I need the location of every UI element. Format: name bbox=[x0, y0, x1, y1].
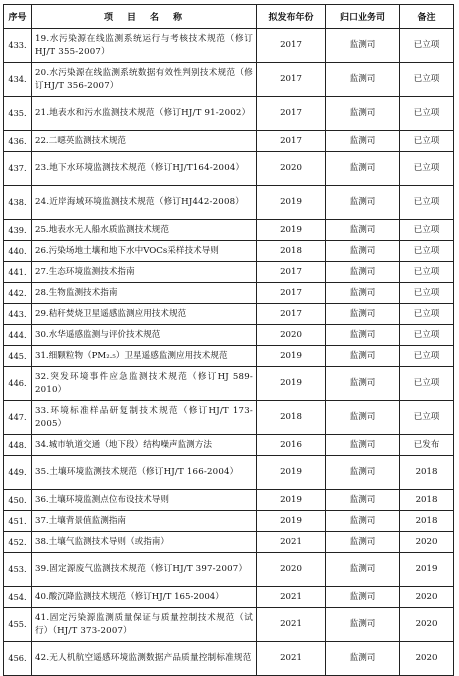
table-row bbox=[4, 325, 454, 346]
document-page bbox=[3, 4, 454, 676]
remark-cell: 2018 bbox=[400, 456, 454, 490]
project-name-cell: 39.固定源废气监测技术规范（修订HJ/T 397-2007） bbox=[32, 553, 257, 587]
department-cell: 监测司 bbox=[326, 490, 400, 511]
remark-cell: 已立项 bbox=[400, 325, 454, 346]
release-year-cell: 2019 bbox=[257, 186, 326, 220]
row-number-cell: 452. bbox=[4, 532, 32, 553]
project-name-cell: 34.城市轨道交通（地下段）结构噪声监测方法 bbox=[32, 435, 257, 456]
table-row bbox=[4, 587, 454, 608]
row-number-cell: 446. bbox=[4, 367, 32, 401]
release-year-cell: 2021 bbox=[257, 587, 326, 608]
remark-cell: 已立项 bbox=[400, 346, 454, 367]
remark-cell: 已立项 bbox=[400, 131, 454, 152]
department-cell: 监测司 bbox=[326, 262, 400, 283]
department-cell: 监测司 bbox=[326, 131, 400, 152]
row-number-cell: 438. bbox=[4, 186, 32, 220]
project-name-cell: 20.水污染源在线监测系统数据有效性判别技术规范（修订HJ/T 356-2007） bbox=[32, 63, 257, 97]
department-cell: 监测司 bbox=[326, 63, 400, 97]
project-name-cell: 36.土壤环境监测点位布设技术导则 bbox=[32, 490, 257, 511]
project-name-cell: 22.二噁英监测技术规范 bbox=[32, 131, 257, 152]
row-number-cell: 449. bbox=[4, 456, 32, 490]
remark-cell: 已立项 bbox=[400, 152, 454, 186]
row-number-cell: 453. bbox=[4, 553, 32, 587]
row-number-cell: 450. bbox=[4, 490, 32, 511]
release-year-cell: 2017 bbox=[257, 63, 326, 97]
remark-cell: 已发布 bbox=[400, 435, 454, 456]
header-no: 序号 bbox=[4, 5, 32, 29]
table-row bbox=[4, 401, 454, 435]
project-name-cell: 42.无人机航空遥感环境监测数据产品质量控制标准规范 bbox=[32, 642, 257, 676]
department-cell: 监测司 bbox=[326, 456, 400, 490]
remark-cell: 已立项 bbox=[400, 283, 454, 304]
project-name-cell: 33.环境标准样品研复制技术规范（修订HJ/T 173-2005） bbox=[32, 401, 257, 435]
project-name-cell: 21.地表水和污水监测技术规范（修订HJ/T 91-2002） bbox=[32, 97, 257, 131]
table-row bbox=[4, 490, 454, 511]
release-year-cell: 2019 bbox=[257, 367, 326, 401]
table-row bbox=[4, 511, 454, 532]
table-row bbox=[4, 532, 454, 553]
remark-cell: 已立项 bbox=[400, 262, 454, 283]
department-cell: 监测司 bbox=[326, 29, 400, 63]
remark-cell: 已立项 bbox=[400, 63, 454, 97]
department-cell: 监测司 bbox=[326, 587, 400, 608]
department-cell: 监测司 bbox=[326, 241, 400, 262]
table-row bbox=[4, 97, 454, 131]
header-year: 拟发布年份 bbox=[257, 5, 326, 29]
remark-cell: 2020 bbox=[400, 642, 454, 676]
row-number-cell: 434. bbox=[4, 63, 32, 97]
table-row bbox=[4, 608, 454, 642]
department-cell: 监测司 bbox=[326, 325, 400, 346]
row-number-cell: 433. bbox=[4, 29, 32, 63]
department-cell: 监测司 bbox=[326, 642, 400, 676]
remark-cell: 2020 bbox=[400, 608, 454, 642]
table-row bbox=[4, 29, 454, 63]
remark-cell: 2018 bbox=[400, 490, 454, 511]
table-row bbox=[4, 186, 454, 220]
header-row bbox=[4, 5, 454, 29]
project-name-cell: 24.近岸海域环境监测技术规范（修订HJ442-2008） bbox=[32, 186, 257, 220]
standards-table bbox=[3, 4, 454, 676]
row-number-cell: 437. bbox=[4, 152, 32, 186]
remark-cell: 2020 bbox=[400, 532, 454, 553]
department-cell: 监测司 bbox=[326, 283, 400, 304]
project-name-cell: 29.秸秆焚烧卫星遥感监测应用技术规范 bbox=[32, 304, 257, 325]
project-name-cell: 27.生态环境监测技术指南 bbox=[32, 262, 257, 283]
release-year-cell: 2018 bbox=[257, 241, 326, 262]
remark-cell: 已立项 bbox=[400, 304, 454, 325]
table-row bbox=[4, 553, 454, 587]
project-name-cell: 28.生物监测技术指南 bbox=[32, 283, 257, 304]
remark-cell: 已立项 bbox=[400, 241, 454, 262]
release-year-cell: 2019 bbox=[257, 220, 326, 241]
project-name-cell: 40.酸沉降监测技术规范（修订HJ/T 165-2004） bbox=[32, 587, 257, 608]
release-year-cell: 2021 bbox=[257, 532, 326, 553]
table-row bbox=[4, 63, 454, 97]
header-note: 备注 bbox=[400, 5, 454, 29]
header-dept: 归口业务司 bbox=[326, 5, 400, 29]
release-year-cell: 2017 bbox=[257, 304, 326, 325]
table-row bbox=[4, 262, 454, 283]
project-name-cell: 19.水污染源在线监测系统运行与考核技术规范（修订HJ/T 355-2007） bbox=[32, 29, 257, 63]
remark-cell: 已立项 bbox=[400, 401, 454, 435]
project-name-cell: 35.土壤环境监测技术规范（修订HJ/T 166-2004） bbox=[32, 456, 257, 490]
release-year-cell: 2021 bbox=[257, 642, 326, 676]
remark-cell: 已立项 bbox=[400, 220, 454, 241]
remark-cell: 已立项 bbox=[400, 367, 454, 401]
project-name-cell: 25.地表水无人船水质监测技术规范 bbox=[32, 220, 257, 241]
release-year-cell: 2017 bbox=[257, 29, 326, 63]
release-year-cell: 2018 bbox=[257, 401, 326, 435]
release-year-cell: 2017 bbox=[257, 283, 326, 304]
remark-cell: 已立项 bbox=[400, 29, 454, 63]
department-cell: 监测司 bbox=[326, 532, 400, 553]
project-name-cell: 26.污染场地土壤和地下水中VOCs采样技术导则 bbox=[32, 241, 257, 262]
row-number-cell: 440. bbox=[4, 241, 32, 262]
row-number-cell: 447. bbox=[4, 401, 32, 435]
release-year-cell: 2020 bbox=[257, 152, 326, 186]
row-number-cell: 444. bbox=[4, 325, 32, 346]
department-cell: 监测司 bbox=[326, 186, 400, 220]
row-number-cell: 454. bbox=[4, 587, 32, 608]
row-number-cell: 455. bbox=[4, 608, 32, 642]
table-row bbox=[4, 283, 454, 304]
remark-cell: 2018 bbox=[400, 511, 454, 532]
row-number-cell: 456. bbox=[4, 642, 32, 676]
table-row bbox=[4, 241, 454, 262]
project-name-cell: 37.土壤背景值监测指南 bbox=[32, 511, 257, 532]
department-cell: 监测司 bbox=[326, 97, 400, 131]
table-row bbox=[4, 152, 454, 186]
department-cell: 监测司 bbox=[326, 435, 400, 456]
header-name: 项目名称 bbox=[32, 5, 257, 29]
row-number-cell: 439. bbox=[4, 220, 32, 241]
release-year-cell: 2020 bbox=[257, 325, 326, 346]
department-cell: 监测司 bbox=[326, 304, 400, 325]
row-number-cell: 442. bbox=[4, 283, 32, 304]
row-number-cell: 441. bbox=[4, 262, 32, 283]
table-row bbox=[4, 367, 454, 401]
project-name-cell: 32.突发环境事件应急监测技术规范（修订HJ 589-2010） bbox=[32, 367, 257, 401]
release-year-cell: 2019 bbox=[257, 511, 326, 532]
table-row bbox=[4, 346, 454, 367]
release-year-cell: 2019 bbox=[257, 456, 326, 490]
row-number-cell: 445. bbox=[4, 346, 32, 367]
release-year-cell: 2016 bbox=[257, 435, 326, 456]
table-row bbox=[4, 304, 454, 325]
row-number-cell: 436. bbox=[4, 131, 32, 152]
release-year-cell: 2019 bbox=[257, 346, 326, 367]
table-row bbox=[4, 435, 454, 456]
remark-cell: 已立项 bbox=[400, 97, 454, 131]
table-row bbox=[4, 642, 454, 676]
remark-cell: 2020 bbox=[400, 587, 454, 608]
department-cell: 监测司 bbox=[326, 553, 400, 587]
department-cell: 监测司 bbox=[326, 346, 400, 367]
department-cell: 监测司 bbox=[326, 401, 400, 435]
release-year-cell: 2017 bbox=[257, 97, 326, 131]
remark-cell: 已立项 bbox=[400, 186, 454, 220]
project-name-cell: 38.土壤气监测技术导则（或指南） bbox=[32, 532, 257, 553]
department-cell: 监测司 bbox=[326, 152, 400, 186]
project-name-cell: 31.细颗粒物（PM₂.₅）卫星遥感监测应用技术规范 bbox=[32, 346, 257, 367]
row-number-cell: 451. bbox=[4, 511, 32, 532]
table-row bbox=[4, 456, 454, 490]
release-year-cell: 2017 bbox=[257, 262, 326, 283]
release-year-cell: 2020 bbox=[257, 553, 326, 587]
department-cell: 监测司 bbox=[326, 608, 400, 642]
row-number-cell: 448. bbox=[4, 435, 32, 456]
project-name-cell: 23.地下水环境监测技术规范（修订HJ/T164-2004） bbox=[32, 152, 257, 186]
table-row bbox=[4, 131, 454, 152]
department-cell: 监测司 bbox=[326, 220, 400, 241]
row-number-cell: 435. bbox=[4, 97, 32, 131]
project-name-cell: 30.水华遥感监测与评价技术规范 bbox=[32, 325, 257, 346]
department-cell: 监测司 bbox=[326, 511, 400, 532]
table-row bbox=[4, 220, 454, 241]
release-year-cell: 2017 bbox=[257, 131, 326, 152]
release-year-cell: 2019 bbox=[257, 490, 326, 511]
remark-cell: 2019 bbox=[400, 553, 454, 587]
department-cell: 监测司 bbox=[326, 367, 400, 401]
release-year-cell: 2021 bbox=[257, 608, 326, 642]
table-body bbox=[4, 29, 454, 676]
row-number-cell: 443. bbox=[4, 304, 32, 325]
project-name-cell: 41.固定污染源监测质量保证与质量控制技术规范（试行）（HJ/T 373-2007） bbox=[32, 608, 257, 642]
